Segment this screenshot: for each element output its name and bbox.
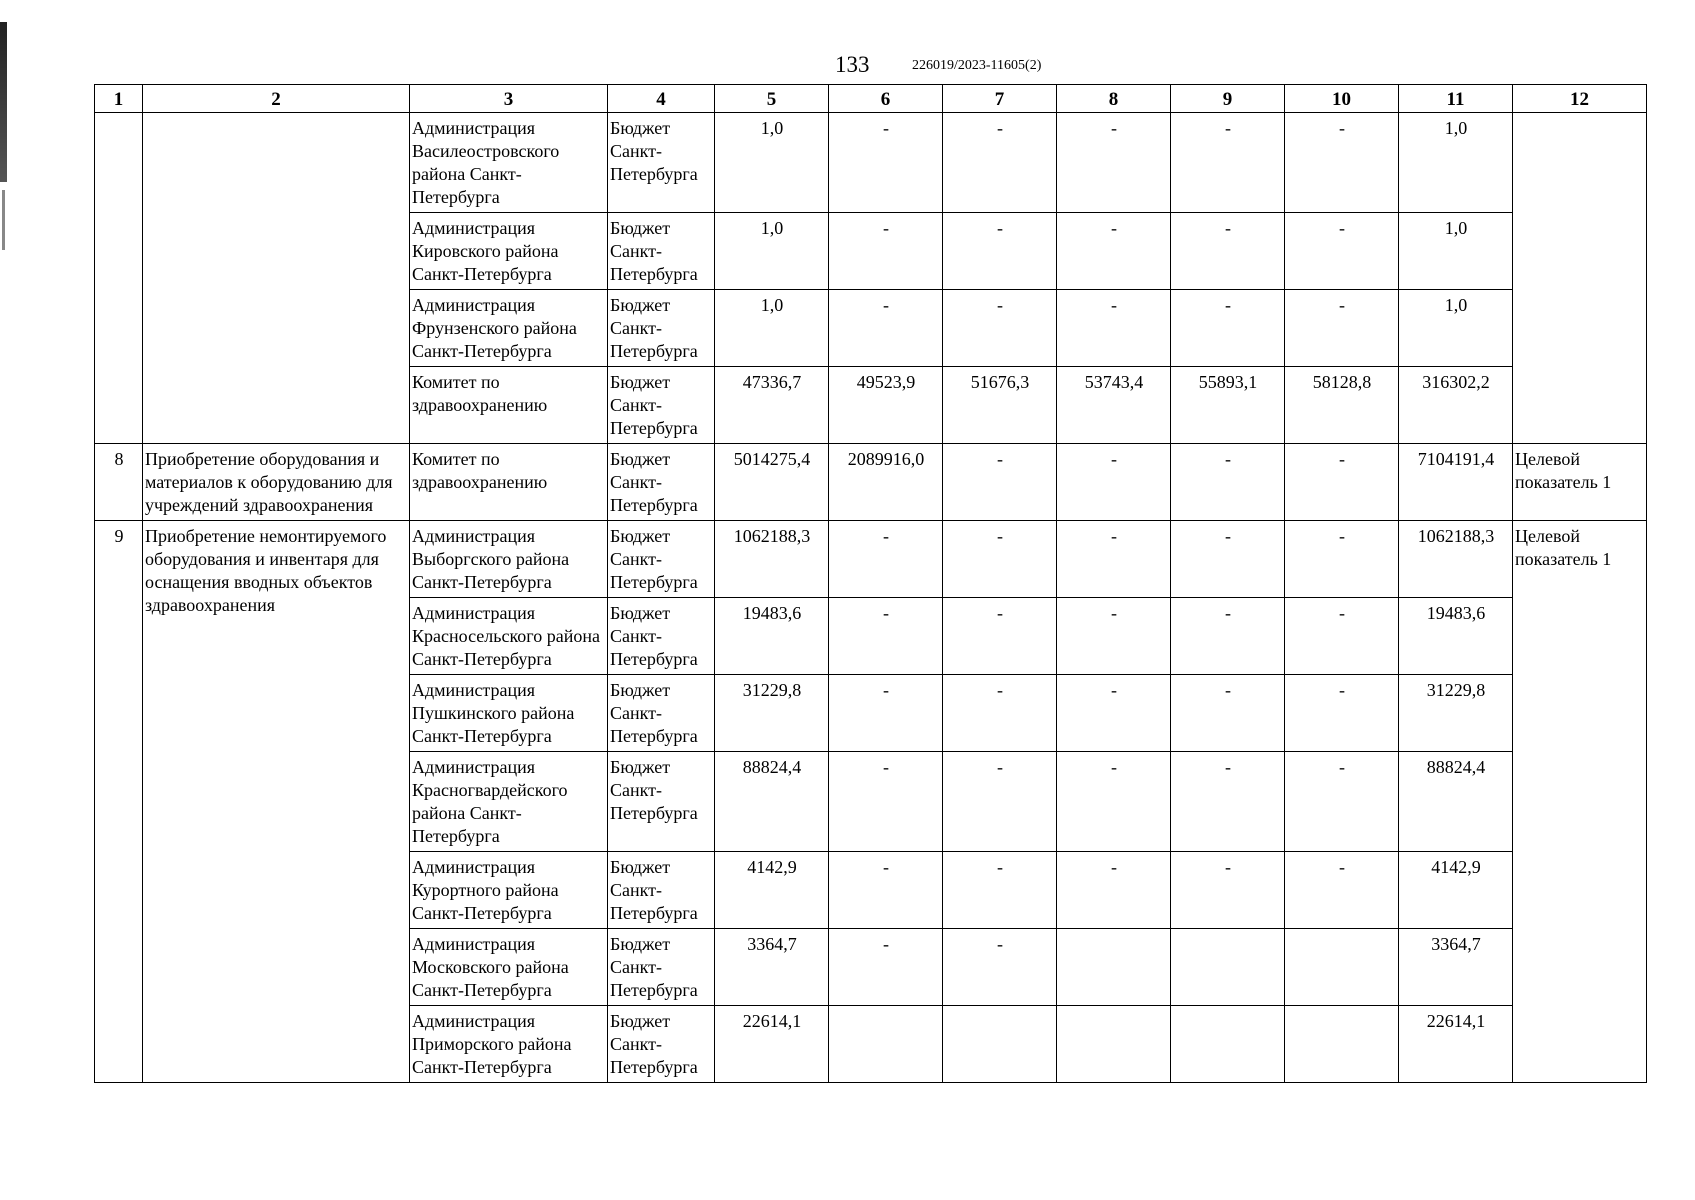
cell-executor: Администрация Красногвардейского района Санкт-Петербурга: [410, 752, 608, 852]
cell-value: -: [1285, 852, 1399, 929]
cell-value: -: [943, 752, 1057, 852]
cell-value: -: [1285, 675, 1399, 752]
cell-executor: Администрация Приморского района Санкт-Петербурга: [410, 1006, 608, 1083]
table-row: [95, 521, 1647, 598]
cell-value: -: [1285, 444, 1399, 521]
cell-value: -: [1171, 290, 1285, 367]
cell-value: -: [829, 213, 943, 290]
column-header: 3: [410, 85, 608, 113]
cell-activity: [143, 113, 410, 444]
cell-total: 7104191,4: [1399, 444, 1513, 521]
cell-value: -: [943, 929, 1057, 1006]
cell-total: 4142,9: [1399, 852, 1513, 929]
cell-value: [1057, 929, 1171, 1006]
cell-value: -: [1057, 213, 1171, 290]
cell-value: -: [943, 521, 1057, 598]
cell-value: -: [1057, 675, 1171, 752]
cell-source: Бюджет Санкт-Петербурга: [608, 752, 715, 852]
cell-total: 316302,2: [1399, 367, 1513, 444]
cell-value: [943, 1006, 1057, 1083]
cell-executor: Администрация Выборгского района Санкт-Петербурга: [410, 521, 608, 598]
scan-edge-mark: [0, 22, 7, 182]
cell-value: 22614,1: [715, 1006, 829, 1083]
cell-value: -: [829, 929, 943, 1006]
cell-value: 55893,1: [1171, 367, 1285, 444]
column-header: 11: [1399, 85, 1513, 113]
cell-executor: Администрация Василеостровского района Санкт-Петербурга: [410, 113, 608, 213]
cell-source: Бюджет Санкт-Петербурга: [608, 113, 715, 213]
cell-value: -: [1057, 113, 1171, 213]
cell-number: 9: [95, 521, 143, 1083]
cell-source: Бюджет Санкт-Петербурга: [608, 1006, 715, 1083]
cell-value: -: [1285, 213, 1399, 290]
cell-value: -: [943, 213, 1057, 290]
cell-value: -: [829, 752, 943, 852]
cell-value: 47336,7: [715, 367, 829, 444]
cell-total: 1,0: [1399, 213, 1513, 290]
cell-value: -: [1057, 852, 1171, 929]
cell-source: Бюджет Санкт-Петербурга: [608, 444, 715, 521]
cell-value: 5014275,4: [715, 444, 829, 521]
cell-value: 2089916,0: [829, 444, 943, 521]
cell-source: Бюджет Санкт-Петербурга: [608, 598, 715, 675]
cell-value: 1,0: [715, 113, 829, 213]
cell-value: -: [1285, 752, 1399, 852]
cell-value: -: [1285, 598, 1399, 675]
cell-value: 3364,7: [715, 929, 829, 1006]
cell-executor: Администрация Курортного района Санкт-Петербурга: [410, 852, 608, 929]
cell-value: -: [1285, 113, 1399, 213]
cell-value: -: [1171, 213, 1285, 290]
scan-edge-mark: [2, 190, 5, 250]
cell-value: -: [943, 852, 1057, 929]
cell-indicator: Целевой показатель 1: [1513, 521, 1647, 1083]
cell-total: 88824,4: [1399, 752, 1513, 852]
cell-total: 31229,8: [1399, 675, 1513, 752]
cell-source: Бюджет Санкт-Петербурга: [608, 929, 715, 1006]
cell-source: Бюджет Санкт-Петербурга: [608, 367, 715, 444]
cell-value: -: [829, 852, 943, 929]
cell-activity: Приобретение оборудования и материалов к оборудованию для учреждений здравоохранения: [143, 444, 410, 521]
cell-value: -: [943, 444, 1057, 521]
cell-executor: Администрация Пушкинского района Санкт-Петербурга: [410, 675, 608, 752]
cell-value: -: [1171, 852, 1285, 929]
cell-source: Бюджет Санкт-Петербурга: [608, 675, 715, 752]
cell-value: -: [943, 675, 1057, 752]
cell-value: -: [829, 290, 943, 367]
cell-value: 1,0: [715, 213, 829, 290]
column-header: 10: [1285, 85, 1399, 113]
cell-executor: Комитет по здравоохранению: [410, 367, 608, 444]
cell-value: [1285, 929, 1399, 1006]
cell-value: [1057, 1006, 1171, 1083]
cell-executor: Администрация Московского района Санкт-Петербурга: [410, 929, 608, 1006]
column-header: 12: [1513, 85, 1647, 113]
cell-number: 8: [95, 444, 143, 521]
cell-value: -: [943, 598, 1057, 675]
cell-executor: Комитет по здравоохранению: [410, 444, 608, 521]
table-row: [95, 113, 1647, 213]
document-code: 226019/2023-11605(2): [912, 58, 1042, 73]
cell-source: Бюджет Санкт-Петербурга: [608, 852, 715, 929]
cell-value: [1171, 929, 1285, 1006]
column-header: 6: [829, 85, 943, 113]
cell-value: 19483,6: [715, 598, 829, 675]
cell-value: 49523,9: [829, 367, 943, 444]
cell-indicator: [1513, 113, 1647, 444]
cell-source: Бюджет Санкт-Петербурга: [608, 290, 715, 367]
cell-value: -: [943, 113, 1057, 213]
cell-value: -: [1057, 290, 1171, 367]
cell-source: Бюджет Санкт-Петербурга: [608, 213, 715, 290]
cell-value: [829, 1006, 943, 1083]
cell-value: 58128,8: [1285, 367, 1399, 444]
cell-value: -: [829, 113, 943, 213]
cell-executor: Администрация Фрунзенского района Санкт-Петербурга: [410, 290, 608, 367]
budget-table: [94, 84, 1647, 1083]
table-row: [95, 444, 1647, 521]
cell-value: [1285, 1006, 1399, 1083]
cell-value: -: [1171, 444, 1285, 521]
cell-value: -: [1171, 598, 1285, 675]
cell-indicator: Целевой показатель 1: [1513, 444, 1647, 521]
cell-total: 3364,7: [1399, 929, 1513, 1006]
cell-activity: Приобретение немонтируемого оборудования и инвентаря для оснащения вводных объектов здравоохранения: [143, 521, 410, 1083]
cell-value: -: [1057, 521, 1171, 598]
cell-value: 4142,9: [715, 852, 829, 929]
column-header: 4: [608, 85, 715, 113]
page-number: 133: [835, 52, 870, 77]
cell-value: -: [829, 675, 943, 752]
column-header: 2: [143, 85, 410, 113]
cell-value: [1171, 1006, 1285, 1083]
cell-total: 1,0: [1399, 113, 1513, 213]
cell-value: 1,0: [715, 290, 829, 367]
cell-value: -: [1285, 290, 1399, 367]
cell-value: -: [829, 598, 943, 675]
cell-source: Бюджет Санкт-Петербурга: [608, 521, 715, 598]
cell-value: 31229,8: [715, 675, 829, 752]
cell-value: -: [1171, 675, 1285, 752]
cell-value: 88824,4: [715, 752, 829, 852]
cell-value: 53743,4: [1057, 367, 1171, 444]
cell-value: -: [943, 290, 1057, 367]
column-header: 5: [715, 85, 829, 113]
cell-value: -: [1171, 113, 1285, 213]
column-header: 9: [1171, 85, 1285, 113]
cell-value: -: [829, 521, 943, 598]
cell-value: -: [1057, 444, 1171, 521]
cell-value: -: [1171, 752, 1285, 852]
column-header: 8: [1057, 85, 1171, 113]
cell-total: 1,0: [1399, 290, 1513, 367]
cell-executor: Администрация Кировского района Санкт-Петербурга: [410, 213, 608, 290]
cell-total: 1062188,3: [1399, 521, 1513, 598]
column-header: 7: [943, 85, 1057, 113]
cell-value: -: [1171, 521, 1285, 598]
cell-total: 22614,1: [1399, 1006, 1513, 1083]
cell-value: -: [1285, 521, 1399, 598]
cell-total: 19483,6: [1399, 598, 1513, 675]
header-row: [95, 85, 1647, 113]
cell-number: [95, 113, 143, 444]
cell-value: 51676,3: [943, 367, 1057, 444]
cell-executor: Администрация Красносельского района Санкт-Петербурга: [410, 598, 608, 675]
column-header: 1: [95, 85, 143, 113]
cell-value: -: [1057, 752, 1171, 852]
cell-value: 1062188,3: [715, 521, 829, 598]
cell-value: -: [1057, 598, 1171, 675]
